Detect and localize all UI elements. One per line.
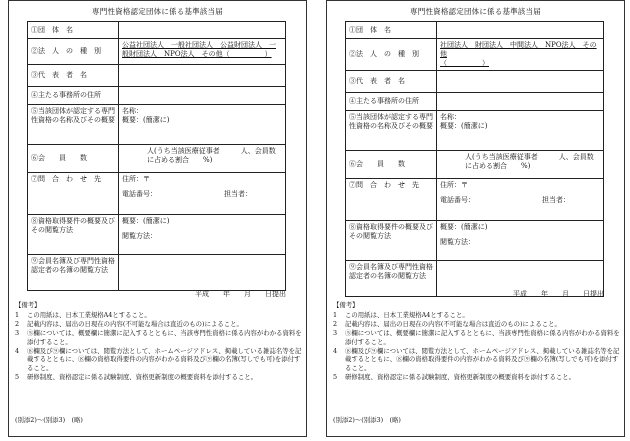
corporation-type-field[interactable] (119, 39, 286, 65)
form-table (345, 21, 604, 297)
representative-label: ③代 表 者 名 (346, 71, 437, 93)
contact-person: 担当者： (224, 190, 252, 198)
form-title: 専門性資格認定団体に係る基準該当届 (92, 7, 223, 16)
qualification-label: ⑤当該団体が認定する専門性資格の名称及びその概要 (28, 105, 119, 145)
contact-address: 住所：〒 (122, 175, 150, 183)
requirements-overview: 概要：(簡潔に) (122, 217, 170, 225)
remarks-section (333, 301, 621, 382)
corporation-type-options-2: 般財団法人 NPO法人 その他（ ） (122, 50, 272, 58)
office-address-label: ④主たる事務所の住所 (28, 87, 119, 105)
remark-item: 3 ⑤欄については、概要欄に簡潔に記入するとともに、当該専門性資格に係る内容がわかる資料を添付すること。 (15, 328, 302, 346)
qualification-overview: 概要：(簡潔に) (122, 116, 170, 124)
organization-name-field[interactable] (437, 22, 604, 39)
contact-field[interactable] (437, 179, 604, 221)
office-address-label: ④主たる事務所の住所 (346, 93, 437, 111)
submission-date (181, 289, 286, 299)
submission-date (499, 289, 604, 299)
corporation-type-options-1: 公益社団法人 一般社団法人 公益財団法人 一 (122, 41, 276, 49)
corporation-type-options-1: 社団法人 財団法人 中間法人 NPO法人 その他 (440, 41, 597, 58)
corporation-type-label: ②法 人 の 種 別 (346, 39, 437, 71)
remark-item: 1 この用紙は、日本工業規格A4とすること。 (333, 310, 469, 319)
members-field[interactable]: 人(うち当該医療従事者 人、会員数に占める割合 %) (437, 151, 604, 179)
contact-label: ⑦問 合 わ せ 先 (346, 179, 437, 221)
qualification-overview: 概要：(簡潔に) (440, 122, 488, 130)
roster-label: ⑨会員名簿及び専門性資格認定者の名簿の閲覧方法 (346, 261, 437, 297)
remark-item: 4 ⑧欄及び⑨欄については、閲覧方法として、ホームページアドレス、掲載している雑誌名等を記載するとともに、⑧欄の資格取得要件の内容がわかる資料及び⑨欄の名簿(写しでも可)を添付すること。 (333, 346, 620, 373)
organization-name-field[interactable] (119, 22, 286, 39)
remark-item: 5 研修制度、資格認定に係る試験制度、資格更新制度の概要資料を添付すること。 (333, 373, 576, 382)
remark-item: 4 ⑧欄及び⑨欄については、閲覧方法として、ホームページアドレス、掲載している雑誌名等を記載するとともに、⑧欄の資格取得要件の内容がわかる資料及び⑨欄の名簿(写しでも可)を添付すること。 (15, 346, 302, 373)
date-day: 日提出 (265, 290, 286, 298)
qualification-field[interactable] (437, 111, 604, 151)
date-era: 平成 (195, 290, 209, 298)
organization-name-label: ①団 体 名 (28, 22, 119, 39)
form-title: 専門性資格認定団体に係る基準該当届 (410, 7, 541, 16)
members-label: ⑥会 員 数 (28, 145, 119, 173)
annex-footer: (別添2)～(別添3) (略) (15, 416, 83, 424)
contact-field[interactable] (119, 173, 286, 215)
form-sheet-current (326, 0, 625, 437)
office-address-field[interactable] (437, 93, 604, 111)
remarks-heading: 【備考】 (333, 301, 359, 309)
remark-item: 1 この用紙は、日本工業規格A4とすること。 (15, 310, 151, 319)
corporation-type-label: ②法 人 の 種 別 (28, 39, 119, 65)
qualification-label: ⑤当該団体が認定する専門性資格の名称及びその概要 (346, 111, 437, 151)
representative-label: ③代 表 者 名 (28, 65, 119, 87)
contact-person: 担当者： (542, 196, 570, 204)
form-sheet-revised (8, 0, 307, 437)
requirements-method: 閲覧方法： (440, 238, 475, 246)
date-month: 月 (562, 290, 569, 298)
organization-name-label: ①団 体 名 (346, 22, 437, 39)
roster-field[interactable] (119, 255, 286, 291)
requirements-field[interactable] (119, 215, 286, 255)
requirements-field[interactable] (437, 221, 604, 261)
representative-field[interactable] (437, 71, 604, 93)
date-year: 年 (223, 290, 230, 298)
remark-item: 5 研修制度、資格認定に係る試験制度、資格更新制度の概要資料を添付すること。 (15, 373, 258, 382)
contact-label: ⑦問 合 わ せ 先 (28, 173, 119, 215)
date-era: 平成 (513, 290, 527, 298)
date-year: 年 (541, 290, 548, 298)
form-table (27, 21, 286, 291)
date-day: 日提出 (583, 290, 604, 298)
qualification-name: 名称： (440, 113, 461, 121)
annex-footer: (別添2)～(別添3) (略) (333, 416, 401, 424)
corporation-type-options-2: （ ） (440, 59, 489, 67)
corporation-type-field[interactable] (437, 39, 604, 71)
members-label: ⑥会 員 数 (346, 151, 437, 179)
requirements-label: ⑧資格取得要件の概要及びその閲覧方法 (346, 221, 437, 261)
qualification-field[interactable] (119, 105, 286, 145)
requirements-overview: 概要：(簡潔に) (440, 223, 488, 231)
remark-item: 3 ⑤欄については、概要欄に簡潔に記入するとともに、当該専門性資格に係る内容がわかる資料を添付すること。 (333, 328, 620, 346)
contact-phone: 電話番号： (440, 196, 475, 204)
date-month: 月 (244, 290, 251, 298)
contact-address: 住所：〒 (440, 181, 468, 189)
contact-phone: 電話番号： (122, 190, 157, 198)
remarks-section (15, 301, 303, 382)
requirements-label: ⑧資格取得要件の概要及びその閲覧方法 (28, 215, 119, 255)
roster-label: ⑨会員名簿及び専門性資格認定者の名簿の閲覧方法 (28, 255, 119, 291)
remark-item: 2 記載内容は、届出の日現在の内容(不可能な場合は直近のもの)によること。 (333, 319, 561, 328)
remark-item: 2 記載内容は、届出の日現在の内容(不可能な場合は直近のもの)によること。 (15, 319, 243, 328)
representative-field[interactable] (119, 65, 286, 87)
office-address-field[interactable] (119, 87, 286, 105)
members-field[interactable]: 人(うち当該医療従事者 人、会員数に占める割合 %) (119, 145, 286, 173)
requirements-method: 閲覧方法： (122, 232, 157, 240)
qualification-name: 名称： (122, 107, 143, 115)
remarks-heading: 【備考】 (15, 301, 41, 309)
